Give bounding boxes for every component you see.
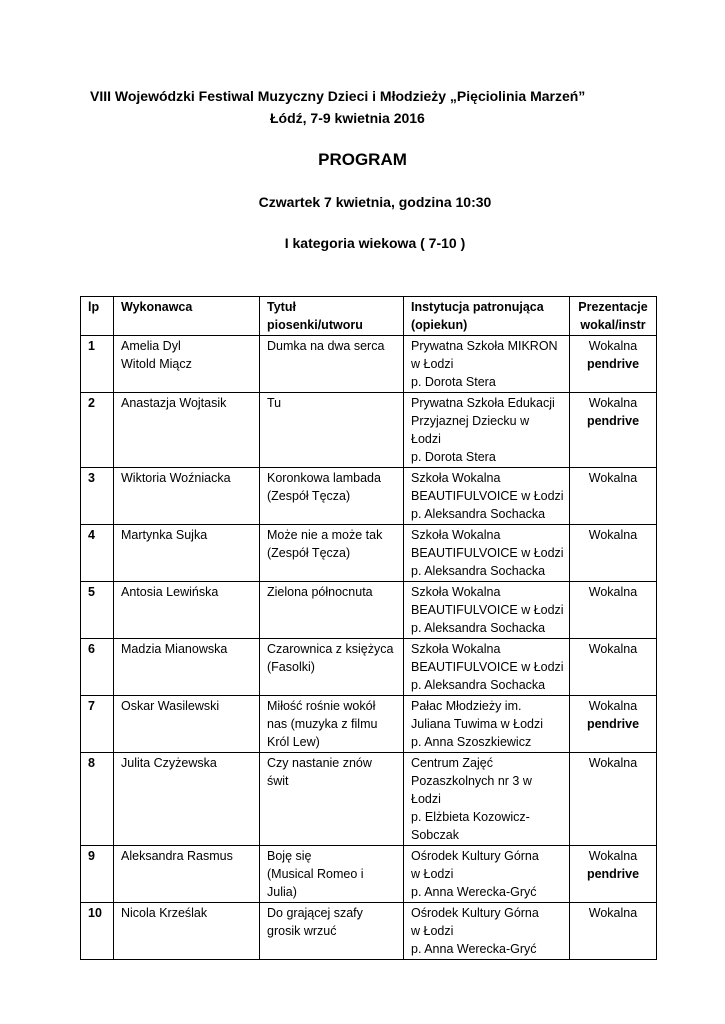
institution-line: Pozaszkolnych nr 3 w	[411, 774, 532, 788]
institution-line: p. Dorota Stera	[411, 450, 496, 464]
presentation-type: Wokalna	[588, 849, 638, 863]
institution-cell	[404, 639, 570, 696]
song-title-cell	[260, 846, 404, 903]
performer-line: Antosia Lewińska	[121, 585, 219, 599]
performer-line: Amelia Dyl	[121, 339, 181, 353]
performer-cell	[114, 846, 260, 903]
row-number: 8	[81, 753, 114, 846]
performer-line: Oskar Wasilewski	[121, 699, 220, 713]
program-heading: PROGRAM	[318, 150, 407, 169]
title-line: Miłość rośnie wokół	[267, 699, 376, 713]
institution-line: BEAUTIFULVOICE w Łodzi	[411, 603, 564, 617]
institution-line: Centrum Zajęć	[411, 756, 493, 770]
performer-line: Anastazja Wojtasik	[121, 396, 227, 410]
song-title-cell	[260, 582, 404, 639]
row-number: 3	[81, 468, 114, 525]
performer-line: Wiktoria Woźniacka	[121, 471, 231, 485]
institution-line: Pałac Młodzieży im.	[411, 699, 522, 713]
row-number: 2	[81, 393, 114, 468]
performer-cell	[114, 639, 260, 696]
institution-line: BEAUTIFULVOICE w Łodzi	[411, 489, 564, 503]
title-line: (Zespół Tęcza)	[267, 489, 351, 503]
institution-cell	[404, 468, 570, 525]
song-title-cell	[260, 468, 404, 525]
title-line: (Musical Romeo i	[267, 867, 364, 881]
institution-line: Sobczak	[411, 828, 459, 842]
performer-cell	[114, 696, 260, 753]
performer-line: Madzia Mianowska	[121, 642, 228, 656]
day-heading: Czwartek 7 kwietnia, godzina 10:30	[258, 194, 492, 210]
song-title-cell	[260, 753, 404, 846]
title-line: nas (muzyka z filmu	[267, 717, 378, 731]
table-row	[81, 582, 657, 639]
institution-cell	[404, 903, 570, 960]
row-number: 9	[81, 846, 114, 903]
performer-line: Aleksandra Rasmus	[121, 849, 233, 863]
presentation-cell	[570, 696, 657, 753]
row-number: 1	[81, 336, 114, 393]
institution-line: w Łodzi	[411, 357, 454, 371]
presentation-medium: pendrive	[586, 867, 640, 881]
performer-cell	[114, 468, 260, 525]
institution-cell	[404, 846, 570, 903]
row-number: 5	[81, 582, 114, 639]
institution-line: p. Aleksandra Sochacka	[411, 678, 546, 692]
song-title-cell	[260, 525, 404, 582]
institution-line: Prywatna Szkoła Edukacji	[411, 396, 555, 410]
presentation-medium: pendrive	[586, 357, 640, 371]
institution-line: p. Anna Szoszkiewicz	[411, 735, 532, 749]
institution-line: Szkoła Wokalna	[411, 642, 501, 656]
performer-cell	[114, 336, 260, 393]
presentation-type: Wokalna	[588, 756, 638, 770]
institution-line: BEAUTIFULVOICE w Łodzi	[411, 660, 564, 674]
institution-line: Juliana Tuwima w Łodzi	[411, 717, 544, 731]
institution-line: Szkoła Wokalna	[411, 471, 501, 485]
table-row	[81, 393, 657, 468]
presentation-medium: pendrive	[586, 414, 640, 428]
institution-line: Szkoła Wokalna	[411, 585, 501, 599]
presentation-cell	[570, 393, 657, 468]
institution-line: p. Elżbieta Kozowicz-	[411, 810, 530, 824]
presentation-cell	[570, 846, 657, 903]
presentation-cell	[570, 753, 657, 846]
institution-line: w Łodzi	[411, 924, 454, 938]
presentation-type: Wokalna	[588, 699, 638, 713]
table-row	[81, 903, 657, 960]
title-line: Julia)	[267, 885, 297, 899]
performer-cell	[114, 582, 260, 639]
performer-cell	[114, 525, 260, 582]
institution-line: Prywatna Szkoła MIKRON	[411, 339, 558, 353]
institution-cell	[404, 582, 570, 639]
table-row	[81, 753, 657, 846]
category-heading: I kategoria wiekowa ( 7-10 )	[284, 235, 466, 251]
presentation-type: Wokalna	[588, 642, 638, 656]
song-title-cell	[260, 393, 404, 468]
institution-cell	[404, 393, 570, 468]
institution-line: p. Anna Werecka-Gryć	[411, 885, 537, 899]
song-title-cell	[260, 336, 404, 393]
song-title-cell	[260, 639, 404, 696]
institution-line: BEAUTIFULVOICE w Łodzi	[411, 546, 564, 560]
institution-cell	[404, 336, 570, 393]
table-row	[81, 846, 657, 903]
presentation-type: Wokalna	[588, 906, 638, 920]
institution-cell	[404, 525, 570, 582]
program-table	[80, 296, 657, 960]
column-header-presentation: Prezentacje wokal/instr	[570, 297, 657, 336]
performer-cell	[114, 753, 260, 846]
column-header-institution: Instytucja patronująca (opiekun)	[404, 297, 570, 336]
column-header-title: Tytuł piosenki/utworu	[260, 297, 404, 336]
presentation-cell	[570, 525, 657, 582]
title-line: Do grającej szafy	[267, 906, 363, 920]
institution-line: p. Anna Werecka-Gryć	[411, 942, 537, 956]
presentation-type: Wokalna	[588, 585, 638, 599]
institution-line: w Łodzi	[411, 867, 454, 881]
performer-line: Nicola Krześlak	[121, 906, 208, 920]
title-line: (Fasolki)	[267, 660, 315, 674]
table-row	[81, 639, 657, 696]
presentation-cell	[570, 639, 657, 696]
column-header-lp: lp	[81, 297, 114, 336]
row-number: 6	[81, 639, 114, 696]
performer-line: Julita Czyżewska	[121, 756, 217, 770]
title-line: Dumka na dwa serca	[267, 339, 385, 353]
presentation-type: Wokalna	[588, 528, 638, 542]
performer-line: Martynka Sujka	[121, 528, 208, 542]
performer-cell	[114, 393, 260, 468]
title-line: Czy nastanie znów	[267, 756, 372, 770]
title-line: Koronkowa lambada	[267, 471, 381, 485]
institution-line: Łodzi	[411, 792, 441, 806]
institution-line: Łodzi	[411, 432, 441, 446]
table-row	[81, 696, 657, 753]
presentation-cell	[570, 336, 657, 393]
title-line: Boję się	[267, 849, 312, 863]
song-title-cell	[260, 903, 404, 960]
institution-line: Ośrodek Kultury Górna	[411, 906, 539, 920]
presentation-cell	[570, 903, 657, 960]
institution-cell	[404, 753, 570, 846]
presentation-medium: pendrive	[586, 717, 640, 731]
table-row	[81, 525, 657, 582]
institution-cell	[404, 696, 570, 753]
title-line: Król Lew)	[267, 735, 320, 749]
performer-cell	[114, 903, 260, 960]
row-number: 10	[81, 903, 114, 960]
row-number: 4	[81, 525, 114, 582]
title-line: świt	[267, 774, 289, 788]
performer-line: Witold Miącz	[121, 357, 192, 371]
institution-line: p. Dorota Stera	[411, 375, 496, 389]
title-line: Czarownica z księżyca	[267, 642, 394, 656]
title-line: (Zespół Tęcza)	[267, 546, 351, 560]
institution-line: Ośrodek Kultury Górna	[411, 849, 539, 863]
institution-line: Szkoła Wokalna	[411, 528, 501, 542]
song-title-cell	[260, 696, 404, 753]
presentation-type: Wokalna	[588, 339, 638, 353]
presentation-type: Wokalna	[588, 471, 638, 485]
institution-line: p. Aleksandra Sochacka	[411, 564, 546, 578]
presentation-cell	[570, 582, 657, 639]
table-header-row	[81, 297, 657, 336]
festival-place-dates: Łódź, 7-9 kwietnia 2016	[270, 110, 425, 126]
presentation-cell	[570, 468, 657, 525]
table-row	[81, 336, 657, 393]
institution-line: p. Aleksandra Sochacka	[411, 621, 546, 635]
title-line: grosik wrzuć	[267, 924, 337, 938]
institution-line: Przyjaznej Dziecku w	[411, 414, 530, 428]
festival-title: VIII Wojewódzki Festiwal Muzyczny Dzieci i Młodzieży „Pięciolinia Marzeń”	[90, 88, 586, 104]
title-line: Tu	[267, 396, 282, 410]
institution-line: p. Aleksandra Sochacka	[411, 507, 546, 521]
title-line: Może nie a może tak	[267, 528, 383, 542]
presentation-type: Wokalna	[588, 396, 638, 410]
table-row	[81, 468, 657, 525]
column-header-performer: Wykonawca	[114, 297, 260, 336]
title-line: Zielona północnuta	[267, 585, 373, 599]
row-number: 7	[81, 696, 114, 753]
